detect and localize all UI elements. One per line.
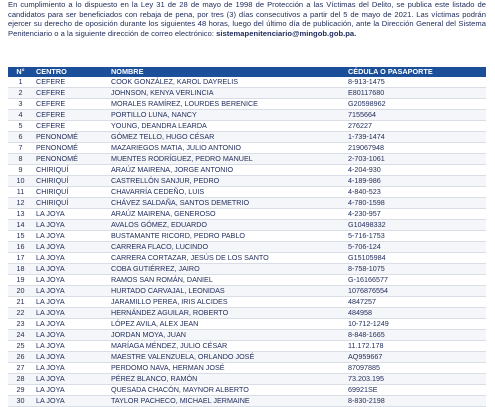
row-number: 28 bbox=[8, 374, 33, 385]
row-name: YOUNG, DEANDRA LEARDA bbox=[108, 121, 345, 132]
row-number: 24 bbox=[8, 330, 33, 341]
table-row bbox=[8, 396, 486, 407]
row-number: 15 bbox=[8, 231, 33, 242]
row-id: 69921SE bbox=[345, 385, 486, 396]
row-center: LA JOYA bbox=[33, 275, 108, 286]
row-name: ARAÚZ MAIRENA, GENEROSO bbox=[108, 209, 345, 220]
row-id: 5-706-124 bbox=[345, 242, 486, 253]
table-row bbox=[8, 385, 486, 396]
row-name: TAYLOR PACHECO, MICHAEL JERMAINE bbox=[108, 396, 345, 407]
row-number: 11 bbox=[8, 187, 33, 198]
table-row bbox=[8, 319, 486, 330]
contact-email: sistemapenitenciario@mingob.gob.pa. bbox=[216, 28, 357, 38]
table-row bbox=[8, 308, 486, 319]
row-number: 27 bbox=[8, 363, 33, 374]
table-row bbox=[8, 297, 486, 308]
table-row bbox=[8, 110, 486, 121]
table-header bbox=[8, 67, 486, 77]
row-name: BUSTAMANTE RICORD, PEDRO PABLO bbox=[108, 231, 345, 242]
row-id: 4-204-930 bbox=[345, 165, 486, 176]
table-row bbox=[8, 121, 486, 132]
row-center: LA JOYA bbox=[33, 209, 108, 220]
row-id: 4847257 bbox=[345, 297, 486, 308]
row-id: 2-703-1061 bbox=[345, 154, 486, 165]
row-number: 1 bbox=[8, 77, 33, 88]
row-number: 20 bbox=[8, 286, 33, 297]
row-number: 9 bbox=[8, 165, 33, 176]
intro-body: En cumplimiento a lo dispuesto en la Ley 31 de 28 de mayo de 1998 de Protección a las Víctimas del Delito, se publica este listado de candidatos para ser beneficiados con rebaja de pena, por tres (3) días consecutivos a partir del 5 de mayo de 2021. Las víctimas podrán ejercer su derecho de oposición durante los siguientes 48 horas, luego del último día de publicación, ante la Dirección General del Sistema Penitenciario o a la siguiente dirección de correo electrónico: bbox=[8, 0, 486, 38]
row-center: CEFERE bbox=[33, 88, 108, 99]
row-center: CEFERE bbox=[33, 110, 108, 121]
row-name: PORTILLO LUNA, NANCY bbox=[108, 110, 345, 121]
row-center: LA JOYA bbox=[33, 363, 108, 374]
row-id: G10498332 bbox=[345, 220, 486, 231]
row-id: 4-230-957 bbox=[345, 209, 486, 220]
row-center: CHIRIQUÍ bbox=[33, 165, 108, 176]
intro-text bbox=[8, 0, 486, 38]
table-row bbox=[8, 176, 486, 187]
table-row bbox=[8, 330, 486, 341]
row-number: 21 bbox=[8, 297, 33, 308]
table-row bbox=[8, 209, 486, 220]
row-number: 22 bbox=[8, 308, 33, 319]
row-id: 10-712-1249 bbox=[345, 319, 486, 330]
row-id: AQ959667 bbox=[345, 352, 486, 363]
row-name: MAESTRE VALENZUELA, ORLANDO JOSÉ bbox=[108, 352, 345, 363]
row-number: 7 bbox=[8, 143, 33, 154]
row-number: 25 bbox=[8, 341, 33, 352]
table-body bbox=[8, 77, 486, 407]
row-id: 5-716-1753 bbox=[345, 231, 486, 242]
row-id: 11.172.178 bbox=[345, 341, 486, 352]
row-id: G15105984 bbox=[345, 253, 486, 264]
row-id: 87097885 bbox=[345, 363, 486, 374]
row-number: 8 bbox=[8, 154, 33, 165]
candidates-table bbox=[8, 67, 486, 407]
row-id: 219067948 bbox=[345, 143, 486, 154]
row-id: E80117680 bbox=[345, 88, 486, 99]
header-center: CENTRO bbox=[33, 67, 108, 77]
table-row bbox=[8, 242, 486, 253]
row-number: 17 bbox=[8, 253, 33, 264]
row-id: 4-189-986 bbox=[345, 176, 486, 187]
row-center: LA JOYA bbox=[33, 374, 108, 385]
row-name: MUENTES RODRÍGUEZ, PEDRO MANUEL bbox=[108, 154, 345, 165]
row-name: ARAÚZ MAIRENA, JORGE ANTONIO bbox=[108, 165, 345, 176]
row-id: 8-848-1665 bbox=[345, 330, 486, 341]
row-center: CEFERE bbox=[33, 121, 108, 132]
row-id: 8-830-2198 bbox=[345, 396, 486, 407]
row-name: MARÍAGA MÉNDEZ, JULIO CÉSAR bbox=[108, 341, 345, 352]
table-row bbox=[8, 165, 486, 176]
header-name: NOMBRE bbox=[108, 67, 345, 77]
table-row bbox=[8, 352, 486, 363]
table-row bbox=[8, 143, 486, 154]
row-number: 16 bbox=[8, 242, 33, 253]
row-number: 4 bbox=[8, 110, 33, 121]
row-id: 8-913-1475 bbox=[345, 77, 486, 88]
row-name: MORALES RAMÍREZ, LOURDES BERENICE bbox=[108, 99, 345, 110]
row-name: JOHNSON, KENYA VERLINCIA bbox=[108, 88, 345, 99]
table-row bbox=[8, 198, 486, 209]
table-row bbox=[8, 154, 486, 165]
row-center: PENONOMÉ bbox=[33, 143, 108, 154]
row-number: 5 bbox=[8, 121, 33, 132]
row-number: 14 bbox=[8, 220, 33, 231]
row-id: G-16166577 bbox=[345, 275, 486, 286]
row-name: CASTRELLÓN SANJUR, PEDRO bbox=[108, 176, 345, 187]
row-number: 2 bbox=[8, 88, 33, 99]
row-center: LA JOYA bbox=[33, 396, 108, 407]
row-center: PENONOMÉ bbox=[33, 132, 108, 143]
row-name: QUESADA CHACÓN, MAYNOR ALBERTO bbox=[108, 385, 345, 396]
row-name: RAMOS SAN ROMÁN, DANIEL bbox=[108, 275, 345, 286]
row-center: LA JOYA bbox=[33, 264, 108, 275]
row-number: 26 bbox=[8, 352, 33, 363]
row-name: COOK GONZÁLEZ, KAROL DAYRELIS bbox=[108, 77, 345, 88]
header-number: N° bbox=[8, 67, 33, 77]
row-center: LA JOYA bbox=[33, 220, 108, 231]
table-row bbox=[8, 77, 486, 88]
row-number: 13 bbox=[8, 209, 33, 220]
table-row bbox=[8, 253, 486, 264]
table-row bbox=[8, 275, 486, 286]
table-row bbox=[8, 286, 486, 297]
row-name: MAZARIEGOS MATIA, JULIO ANTONIO bbox=[108, 143, 345, 154]
row-name: LÓPEZ AVILA, ALEX JEAN bbox=[108, 319, 345, 330]
row-center: CHIRIQUÍ bbox=[33, 198, 108, 209]
row-number: 29 bbox=[8, 385, 33, 396]
row-center: LA JOYA bbox=[33, 330, 108, 341]
row-center: LA JOYA bbox=[33, 341, 108, 352]
header-id: CÉDULA O PASAPORTE bbox=[345, 67, 486, 77]
row-name: COBA GUTIÉRREZ, JAIRO bbox=[108, 264, 345, 275]
row-center: LA JOYA bbox=[33, 242, 108, 253]
intro-paragraph bbox=[8, 0, 486, 66]
table-row bbox=[8, 220, 486, 231]
row-name: PERDOMO NAVA, HERMAN JOSÉ bbox=[108, 363, 345, 374]
row-center: LA JOYA bbox=[33, 352, 108, 363]
header-row bbox=[8, 67, 486, 77]
row-center: LA JOYA bbox=[33, 231, 108, 242]
row-center: LA JOYA bbox=[33, 308, 108, 319]
table-row bbox=[8, 99, 486, 110]
row-number: 19 bbox=[8, 275, 33, 286]
row-name: HURTADO CARVAJAL, LEONIDAS bbox=[108, 286, 345, 297]
row-name: HERNÁNDEZ AGUILAR, ROBERTO bbox=[108, 308, 345, 319]
row-name: JARAMILLO PEREA, IRIS ALCIDES bbox=[108, 297, 345, 308]
row-id: 8-758-1075 bbox=[345, 264, 486, 275]
row-number: 18 bbox=[8, 264, 33, 275]
row-id: 7155664 bbox=[345, 110, 486, 121]
row-number: 12 bbox=[8, 198, 33, 209]
row-id: 1076876554 bbox=[345, 286, 486, 297]
row-number: 6 bbox=[8, 132, 33, 143]
row-center: LA JOYA bbox=[33, 385, 108, 396]
row-number: 3 bbox=[8, 99, 33, 110]
row-name: GÓMEZ TELLO, HUGO CÉSAR bbox=[108, 132, 345, 143]
row-center: LA JOYA bbox=[33, 286, 108, 297]
row-center: LA JOYA bbox=[33, 253, 108, 264]
table-row bbox=[8, 231, 486, 242]
row-id: 276227 bbox=[345, 121, 486, 132]
table-row bbox=[8, 187, 486, 198]
row-center: CHIRIQUÍ bbox=[33, 176, 108, 187]
row-number: 10 bbox=[8, 176, 33, 187]
table-row bbox=[8, 132, 486, 143]
row-id: 484958 bbox=[345, 308, 486, 319]
row-id: 4-840-523 bbox=[345, 187, 486, 198]
table-row bbox=[8, 341, 486, 352]
row-number: 30 bbox=[8, 396, 33, 407]
row-name: PÉREZ BLANCO, RAMÓN bbox=[108, 374, 345, 385]
row-center: CEFERE bbox=[33, 99, 108, 110]
row-number: 23 bbox=[8, 319, 33, 330]
table-row bbox=[8, 374, 486, 385]
row-name: JORDAN MOYA, JUAN bbox=[108, 330, 345, 341]
table-row bbox=[8, 264, 486, 275]
row-name: CARRERA FLACO, LUCINDO bbox=[108, 242, 345, 253]
row-center: LA JOYA bbox=[33, 319, 108, 330]
row-name: CARRERA CORTAZAR, JESÚS DE LOS SANTO bbox=[108, 253, 345, 264]
row-id: G20598962 bbox=[345, 99, 486, 110]
row-center: CHIRIQUÍ bbox=[33, 187, 108, 198]
row-name: CHÁVEZ SALDAÑA, SANTOS DEMETRIO bbox=[108, 198, 345, 209]
row-center: CEFERE bbox=[33, 77, 108, 88]
row-name: CHAVARRÍA CEDEÑO, LUIS bbox=[108, 187, 345, 198]
row-center: LA JOYA bbox=[33, 297, 108, 308]
row-name: AVALOS GÓMEZ, EDUARDO bbox=[108, 220, 345, 231]
table-row bbox=[8, 363, 486, 374]
row-id: 1-739-1474 bbox=[345, 132, 486, 143]
table-row bbox=[8, 88, 486, 99]
row-id: 4-780-1598 bbox=[345, 198, 486, 209]
row-center: PENONOMÉ bbox=[33, 154, 108, 165]
row-id: 73.203.195 bbox=[345, 374, 486, 385]
